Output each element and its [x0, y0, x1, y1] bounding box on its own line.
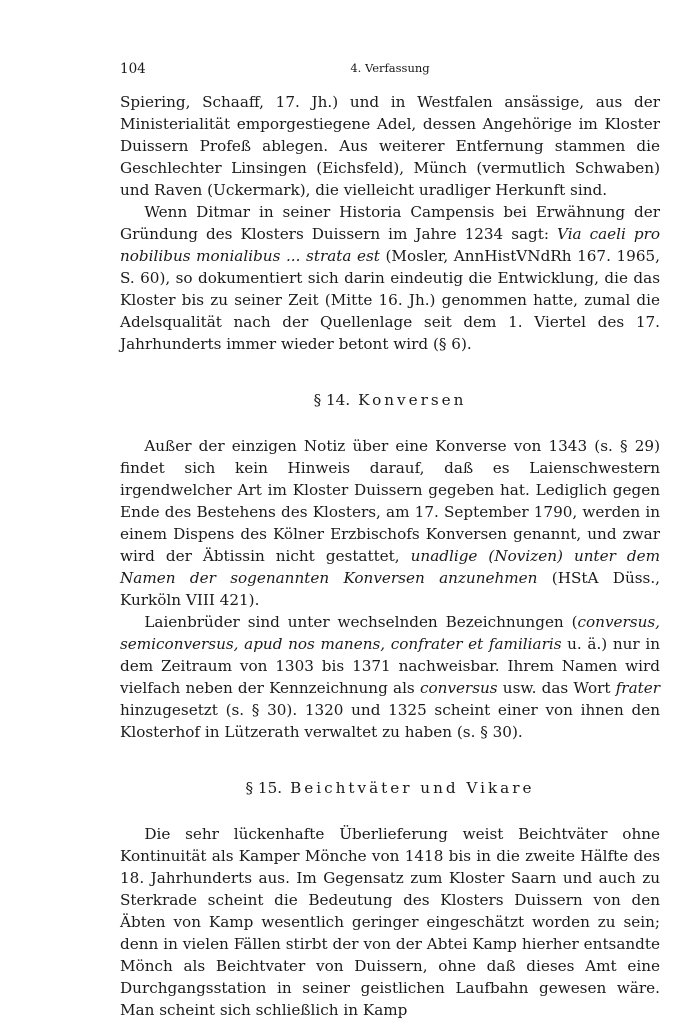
- section-number: § 15.: [245, 779, 283, 797]
- text-run: Wenn Ditmar in seiner Historia Campensis bei Erwähnung der Gründung des Klosters Duissern im Jahre 1234 sagt:: [120, 203, 660, 243]
- text-run: u. ä.) nur in dem Zeitraum von 1303 bis 1371 nachweisbar. Ihrem Namen wird vielfach neben der Kennzeichnung als: [120, 635, 660, 697]
- text-run: (HStA Düss., Kurköln VIII 421).: [120, 569, 660, 609]
- text-run: (Mosler, AnnHistVNdRh 167. 1965, S. 60), so dokumentiert sich darin eindeutig die Entwicklung, die das Kloster bis zu seiner Zeit (Mitte 16. Jh.) genommen hatte, zumal die Adelsqualität nach der Quellenlage seit dem 1. Viertel des 17. Jahrhunderts immer wieder betont wird (§ 6).: [120, 247, 660, 353]
- paragraph-5: Die sehr lückenhafte Überlieferung weist Beichtväter ohne Kontinuität als Kamper Mönche von 1418 bis in die zweite Hälfte des 18. Jahrhunderts aus. Im Gegensatz zum Kloster Saarn und auch zu Sterkrade scheint die Bedeutung des Klosters Duissern von den Äbten von Kamp wesentlich geringer eingeschätzt worden zu sein; denn in vielen Fällen stirbt der von der Abtei Kamp hierher entsandte Mönch als Beichtvater von Duissern, ohne daß dieses Amt eine Durchgangsstation in seiner geistlichen Laufbahn gewesen wäre. Man scheint sich schließlich in Kamp: [120, 825, 660, 1019]
- italic-quote: unadlige (Novizen) unter dem Namen der sogenannten Konversen anzunehmen: [120, 547, 660, 587]
- page-number: 104: [120, 61, 146, 77]
- latin-term: frater: [615, 679, 660, 697]
- text-run: hinzugesetzt (s. § 30). 1320 und 1325 scheint einer von ihnen den Klosterhof in Lützerath verwaltet zu haben (s. § 30).: [120, 701, 660, 741]
- text-run: Außer der einzigen Notiz über eine Konverse von 1343 (s. § 29) findet sich kein Hinweis darauf, daß es Laienschwestern irgendwelcher Art im Kloster Duissern gegeben hat. Lediglich gegen Ende des Bestehens des Klosters, am 17. September 1790, werden in einem Dispens des Kölner Erzbischofs Konversen genannt, und zwar wird der Äbtissin nicht gestattet,: [120, 437, 660, 565]
- book-page: [120, 55, 660, 1021]
- section-heading-15: [120, 779, 660, 797]
- paragraph-4: [120, 611, 660, 743]
- paragraph-1: Spiering, Schaaff, 17. Jh.) und in Westfalen ansässige, aus der Ministerialität emporgestiegene Adel, dessen Angehörige im Kloster Duissern Profeß ablegen. Aus weiterer Entfernung stammen die Geschlechter Linsingen (Eichsfeld), Münch (vermutlich Schwaben) und Raven (Uckermark), die vielleicht uradliger Herkunft sind.: [120, 93, 660, 199]
- latin-quote: Via caeli pro nobilibus monialibus ... strata est: [120, 225, 660, 265]
- latin-term: conversus: [419, 679, 498, 697]
- section-title: Konversen: [358, 391, 467, 409]
- text-run: usw. das Wort: [497, 679, 616, 697]
- paragraph-2: [120, 201, 660, 355]
- text-run: Laienbrüder sind unter wechselnden Bezeichnungen (: [144, 613, 578, 631]
- page-body: [120, 91, 660, 1021]
- section-number: § 14.: [313, 391, 351, 409]
- running-header: [120, 55, 660, 91]
- section-heading-14: [120, 391, 660, 409]
- running-title: 4. Verfassung: [350, 61, 430, 75]
- paragraph-3: [120, 435, 660, 611]
- section-title: Beichtväter und Vikare: [290, 779, 535, 797]
- latin-terms: conversus, semiconversus, apud nos manens, confrater et familiaris: [120, 613, 660, 653]
